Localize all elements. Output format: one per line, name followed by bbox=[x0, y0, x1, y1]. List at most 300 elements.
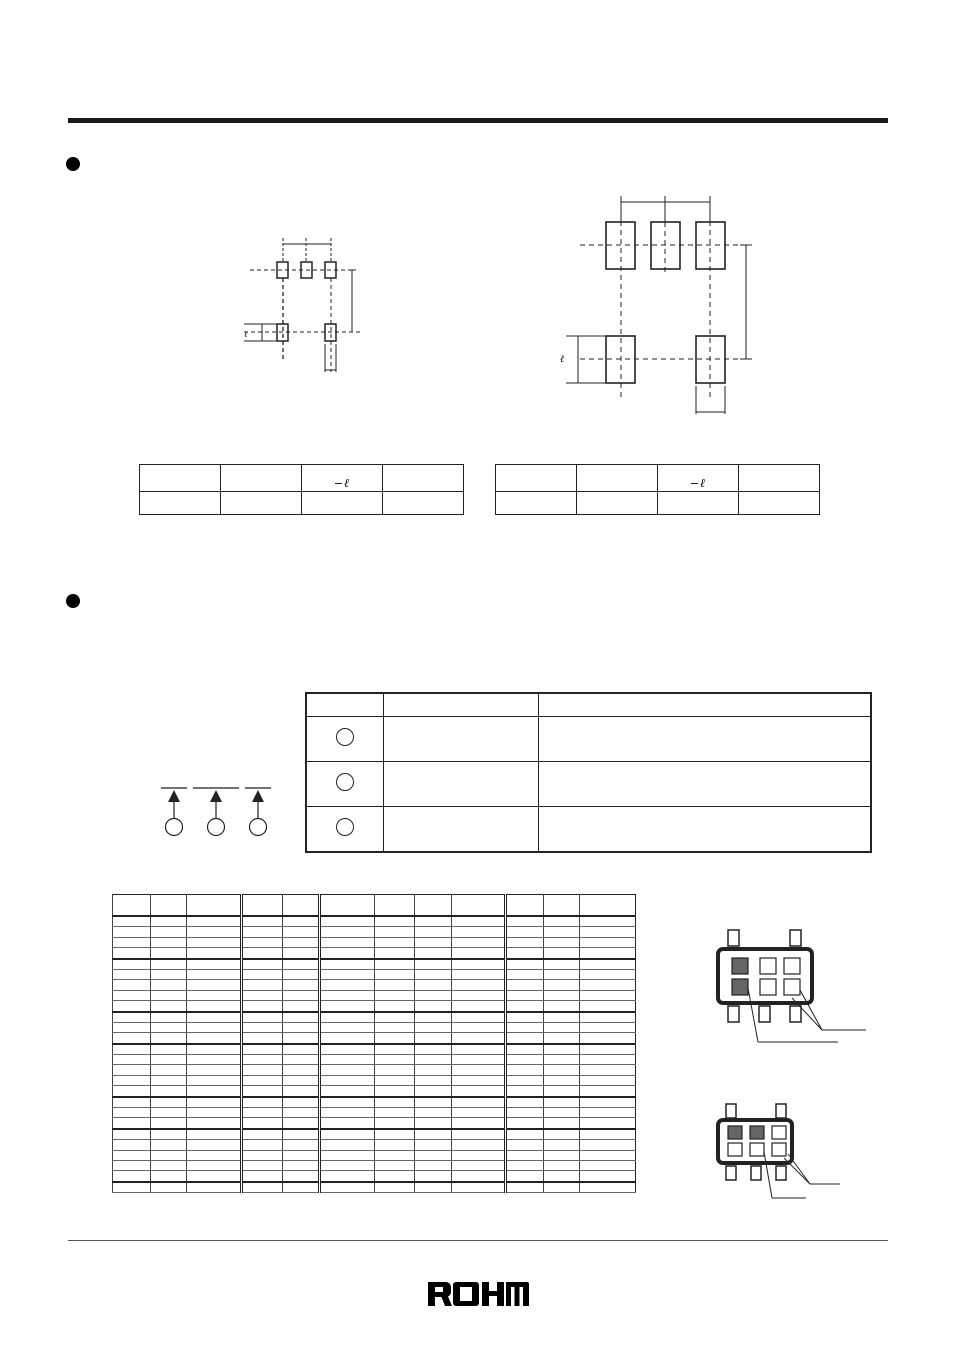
grid-cell bbox=[415, 895, 452, 917]
grid-cell bbox=[375, 1118, 415, 1129]
grid-cell bbox=[319, 1086, 375, 1097]
grid-cell bbox=[505, 895, 544, 917]
grid-cell bbox=[282, 1075, 319, 1085]
grid-cell bbox=[150, 969, 187, 979]
mark-table-circle-cell bbox=[306, 762, 384, 807]
grid-cell bbox=[187, 1044, 242, 1055]
grid-cell bbox=[415, 1055, 452, 1065]
grid-cell bbox=[242, 969, 283, 979]
grid-cell bbox=[282, 1129, 319, 1140]
grid-cell bbox=[242, 1140, 283, 1150]
grid-cell bbox=[544, 895, 580, 917]
grid-cell bbox=[375, 990, 415, 1000]
grid-cell bbox=[319, 1065, 375, 1075]
grid-cell bbox=[319, 895, 375, 917]
grid-cell bbox=[242, 1033, 283, 1044]
grid-cell bbox=[415, 1022, 452, 1032]
mark-table-cell bbox=[384, 762, 539, 807]
grid-cell bbox=[415, 990, 452, 1000]
grid-cell bbox=[505, 1022, 544, 1032]
grid-cell bbox=[150, 1044, 187, 1055]
grid-cell bbox=[319, 1033, 375, 1044]
grid-cell bbox=[544, 1097, 580, 1108]
grid-row bbox=[113, 990, 636, 1000]
grid-cell bbox=[505, 1171, 544, 1182]
grid-cell bbox=[150, 990, 187, 1000]
grid-cell bbox=[415, 1012, 452, 1023]
grid-cell bbox=[415, 1140, 452, 1150]
dim-table-right-cell bbox=[577, 492, 658, 515]
grid-cell bbox=[113, 1182, 151, 1193]
grid-cell bbox=[187, 1171, 242, 1182]
grid-cell bbox=[505, 948, 544, 959]
dim-table-right-cell bbox=[496, 492, 577, 515]
grid-cell bbox=[187, 1012, 242, 1023]
grid-cell bbox=[580, 916, 636, 927]
grid-cell bbox=[113, 1022, 151, 1032]
grid-cell bbox=[113, 1140, 151, 1150]
marking-code-arrows bbox=[155, 782, 280, 840]
grid-cell bbox=[505, 1086, 544, 1097]
grid-cell bbox=[282, 1044, 319, 1055]
grid-cell bbox=[415, 948, 452, 959]
grid-cell bbox=[187, 1108, 242, 1118]
grid-cell bbox=[242, 1001, 283, 1012]
grid-cell bbox=[544, 1055, 580, 1065]
grid-cell bbox=[187, 1075, 242, 1085]
grid-cell bbox=[505, 959, 544, 970]
grid-cell bbox=[282, 969, 319, 979]
grid-row bbox=[113, 1160, 636, 1170]
grid-cell bbox=[580, 1108, 636, 1118]
grid-cell bbox=[150, 1075, 187, 1085]
grid-cell bbox=[451, 1108, 505, 1118]
grid-cell bbox=[187, 1129, 242, 1140]
grid-cell bbox=[451, 1001, 505, 1012]
grid-cell bbox=[150, 948, 187, 959]
grid-cell bbox=[375, 1129, 415, 1140]
dim-table-right-header-4 bbox=[739, 465, 820, 492]
grid-cell bbox=[375, 948, 415, 959]
grid-cell bbox=[319, 1108, 375, 1118]
grid-cell bbox=[242, 895, 283, 917]
grid-cell bbox=[451, 990, 505, 1000]
grid-cell bbox=[113, 1075, 151, 1085]
grid-cell bbox=[282, 937, 319, 947]
grid-cell bbox=[113, 1129, 151, 1140]
grid-cell bbox=[113, 1160, 151, 1170]
grid-cell bbox=[282, 1086, 319, 1097]
grid-cell bbox=[242, 1065, 283, 1075]
grid-cell bbox=[319, 1044, 375, 1055]
grid-cell bbox=[415, 980, 452, 990]
grid-cell bbox=[319, 937, 375, 947]
grid-cell bbox=[375, 1108, 415, 1118]
footer-rule bbox=[68, 1240, 888, 1241]
dimension-table-left bbox=[139, 464, 464, 515]
grid-cell bbox=[187, 1150, 242, 1160]
grid-cell bbox=[242, 927, 283, 937]
grid-cell bbox=[544, 1075, 580, 1085]
grid-cell bbox=[451, 1118, 505, 1129]
dimension-table-right bbox=[495, 464, 820, 515]
grid-cell bbox=[113, 1108, 151, 1118]
grid-cell bbox=[451, 1022, 505, 1032]
grid-cell bbox=[544, 1129, 580, 1140]
grid-cell bbox=[580, 1097, 636, 1108]
grid-cell bbox=[451, 1012, 505, 1023]
mark-table-cell bbox=[384, 717, 539, 762]
grid-cell bbox=[505, 1012, 544, 1023]
grid-cell bbox=[505, 927, 544, 937]
grid-row bbox=[113, 927, 636, 937]
grid-cell bbox=[242, 1075, 283, 1085]
grid-row bbox=[113, 959, 636, 970]
grid-cell bbox=[113, 1171, 151, 1182]
grid-cell bbox=[415, 1118, 452, 1129]
grid-cell bbox=[150, 1097, 187, 1108]
grid-cell bbox=[282, 916, 319, 927]
grid-cell bbox=[451, 1129, 505, 1140]
grid-cell bbox=[544, 1171, 580, 1182]
grid-cell bbox=[150, 1033, 187, 1044]
grid-cell bbox=[375, 1075, 415, 1085]
grid-cell bbox=[113, 948, 151, 959]
grid-cell bbox=[282, 1118, 319, 1129]
grid-cell bbox=[505, 1129, 544, 1140]
grid-cell bbox=[544, 990, 580, 1000]
grid-cell bbox=[375, 1140, 415, 1150]
grid-cell bbox=[187, 959, 242, 970]
grid-row bbox=[113, 980, 636, 990]
grid-cell bbox=[451, 969, 505, 979]
grid-cell bbox=[415, 1075, 452, 1085]
grid-cell bbox=[544, 959, 580, 970]
grid-cell bbox=[187, 1065, 242, 1075]
grid-cell bbox=[242, 1182, 283, 1193]
grid-cell bbox=[375, 980, 415, 990]
grid-cell bbox=[150, 1182, 187, 1193]
grid-cell bbox=[150, 1129, 187, 1140]
grid-cell bbox=[150, 1055, 187, 1065]
grid-cell bbox=[415, 1160, 452, 1170]
land-pattern-diagram-small bbox=[236, 232, 366, 380]
grid-cell bbox=[580, 927, 636, 937]
grid-cell bbox=[242, 1055, 283, 1065]
mark-table-header-cell bbox=[306, 693, 384, 717]
grid-row bbox=[113, 1001, 636, 1012]
mark-table-header-cell bbox=[539, 693, 872, 717]
grid-cell bbox=[580, 990, 636, 1000]
grid-cell bbox=[505, 990, 544, 1000]
grid-cell bbox=[242, 948, 283, 959]
grid-row bbox=[113, 1182, 636, 1193]
grid-row bbox=[113, 1033, 636, 1044]
grid-cell bbox=[375, 1055, 415, 1065]
grid-cell bbox=[282, 1022, 319, 1032]
grid-cell bbox=[451, 1140, 505, 1150]
dim-table-left-cell bbox=[221, 492, 302, 515]
grid-cell bbox=[187, 1001, 242, 1012]
grid-cell bbox=[319, 1075, 375, 1085]
grid-cell bbox=[544, 1022, 580, 1032]
grid-cell bbox=[580, 969, 636, 979]
grid-cell bbox=[187, 1118, 242, 1129]
grid-cell bbox=[451, 895, 505, 917]
grid-cell bbox=[505, 937, 544, 947]
dim-table-right-cell bbox=[658, 492, 739, 515]
section-bullet-2 bbox=[66, 594, 80, 608]
grid-cell bbox=[242, 1160, 283, 1170]
grid-cell bbox=[580, 1140, 636, 1150]
grid-cell bbox=[505, 1097, 544, 1108]
grid-cell bbox=[415, 916, 452, 927]
grid-cell bbox=[375, 1012, 415, 1023]
grid-cell bbox=[282, 948, 319, 959]
grid-row bbox=[113, 1171, 636, 1182]
grid-cell bbox=[282, 895, 319, 917]
mark-table-cell bbox=[539, 807, 872, 853]
grid-cell bbox=[113, 1055, 151, 1065]
grid-cell bbox=[187, 1140, 242, 1150]
grid-cell bbox=[242, 990, 283, 1000]
grid-cell bbox=[544, 1140, 580, 1150]
grid-cell bbox=[319, 1012, 375, 1023]
grid-cell bbox=[375, 1001, 415, 1012]
grid-cell bbox=[113, 937, 151, 947]
circle-icon bbox=[336, 773, 354, 791]
grid-cell bbox=[150, 937, 187, 947]
grid-cell bbox=[544, 1033, 580, 1044]
grid-cell bbox=[187, 937, 242, 947]
grid-cell bbox=[580, 1150, 636, 1160]
grid-cell bbox=[415, 1001, 452, 1012]
grid-cell bbox=[187, 1033, 242, 1044]
grid-cell bbox=[150, 980, 187, 990]
grid-cell bbox=[375, 937, 415, 947]
mark-table-cell bbox=[384, 807, 539, 853]
grid-cell bbox=[415, 1150, 452, 1160]
grid-cell bbox=[580, 1044, 636, 1055]
package-marking-view-large bbox=[710, 926, 870, 1046]
grid-cell bbox=[375, 969, 415, 979]
grid-cell bbox=[415, 969, 452, 979]
grid-cell bbox=[451, 959, 505, 970]
grid-cell bbox=[375, 1022, 415, 1032]
grid-cell bbox=[282, 1012, 319, 1023]
mark-table-cell bbox=[539, 717, 872, 762]
grid-cell bbox=[150, 1118, 187, 1129]
dim-table-right-cell bbox=[739, 492, 820, 515]
grid-cell bbox=[319, 1150, 375, 1160]
grid-cell bbox=[451, 948, 505, 959]
grid-cell bbox=[187, 895, 242, 917]
grid-cell bbox=[150, 927, 187, 937]
grid-cell bbox=[187, 1022, 242, 1032]
grid-cell bbox=[544, 969, 580, 979]
grid-cell bbox=[580, 1001, 636, 1012]
grid-cell bbox=[580, 1012, 636, 1023]
grid-cell bbox=[580, 1022, 636, 1032]
grid-cell bbox=[113, 980, 151, 990]
grid-cell bbox=[150, 1150, 187, 1160]
grid-cell bbox=[415, 1086, 452, 1097]
grid-cell bbox=[242, 1044, 283, 1055]
header-rule bbox=[68, 118, 888, 123]
grid-cell bbox=[282, 1171, 319, 1182]
grid-cell bbox=[319, 1097, 375, 1108]
grid-cell bbox=[242, 959, 283, 970]
grid-cell bbox=[451, 1171, 505, 1182]
grid-row bbox=[113, 1140, 636, 1150]
grid-cell bbox=[187, 948, 242, 959]
grid-cell bbox=[113, 1086, 151, 1097]
grid-cell bbox=[113, 1150, 151, 1160]
grid-cell bbox=[282, 1001, 319, 1012]
grid-cell bbox=[319, 916, 375, 927]
dim-table-right-header-3 bbox=[658, 465, 739, 492]
grid-cell bbox=[544, 927, 580, 937]
grid-cell bbox=[580, 895, 636, 917]
grid-cell bbox=[375, 1044, 415, 1055]
grid-row bbox=[113, 1097, 636, 1108]
grid-cell bbox=[113, 990, 151, 1000]
grid-row bbox=[113, 1022, 636, 1032]
grid-cell bbox=[544, 1182, 580, 1193]
dim-table-left-header-3 bbox=[302, 465, 383, 492]
grid-row bbox=[113, 1055, 636, 1065]
grid-cell bbox=[451, 1065, 505, 1075]
grid-row bbox=[113, 1108, 636, 1118]
grid-row bbox=[113, 948, 636, 959]
grid-cell bbox=[580, 1171, 636, 1182]
grid-cell bbox=[415, 1097, 452, 1108]
grid-cell bbox=[282, 1150, 319, 1160]
grid-cell bbox=[415, 1129, 452, 1140]
grid-cell bbox=[544, 1065, 580, 1075]
grid-cell bbox=[505, 980, 544, 990]
grid-cell bbox=[505, 1160, 544, 1170]
grid-row bbox=[113, 1012, 636, 1023]
package-marking-view-small bbox=[710, 1100, 850, 1206]
grid-cell bbox=[451, 937, 505, 947]
section-bullet-1 bbox=[66, 157, 80, 171]
grid-cell bbox=[282, 1108, 319, 1118]
grid-cell bbox=[505, 916, 544, 927]
grid-cell bbox=[580, 1182, 636, 1193]
grid-cell bbox=[451, 1055, 505, 1065]
mark-table-circle-cell bbox=[306, 717, 384, 762]
grid-cell bbox=[505, 969, 544, 979]
dim-table-left-header-4 bbox=[383, 465, 464, 492]
grid-cell bbox=[319, 1160, 375, 1170]
grid-cell bbox=[505, 1182, 544, 1193]
grid-cell bbox=[187, 1182, 242, 1193]
grid-cell bbox=[319, 1118, 375, 1129]
dimension-label-l-small: ℓ bbox=[244, 330, 248, 339]
grid-cell bbox=[150, 1171, 187, 1182]
grid-cell bbox=[282, 927, 319, 937]
grid-cell bbox=[451, 916, 505, 927]
grid-row bbox=[113, 969, 636, 979]
grid-cell bbox=[415, 1108, 452, 1118]
marking-code-grid-table bbox=[112, 894, 636, 1193]
grid-cell bbox=[544, 1160, 580, 1170]
grid-row bbox=[113, 1129, 636, 1140]
grid-cell bbox=[544, 1012, 580, 1023]
grid-cell bbox=[375, 1160, 415, 1170]
dim-table-left-header-2 bbox=[221, 465, 302, 492]
grid-cell bbox=[319, 1171, 375, 1182]
grid-cell bbox=[580, 1118, 636, 1129]
grid-cell bbox=[319, 927, 375, 937]
grid-cell bbox=[544, 1150, 580, 1160]
grid-cell bbox=[150, 1108, 187, 1118]
grid-cell bbox=[415, 1182, 452, 1193]
grid-row bbox=[113, 1118, 636, 1129]
grid-cell bbox=[150, 1140, 187, 1150]
rohm-logo bbox=[427, 1280, 529, 1308]
grid-cell bbox=[415, 1065, 452, 1075]
grid-cell bbox=[415, 927, 452, 937]
grid-row bbox=[113, 1044, 636, 1055]
land-pattern-diagram-large bbox=[560, 192, 760, 422]
grid-cell bbox=[113, 1012, 151, 1023]
grid-cell bbox=[113, 1065, 151, 1075]
grid-row bbox=[113, 1086, 636, 1097]
grid-cell bbox=[113, 959, 151, 970]
mark-table-cell bbox=[539, 762, 872, 807]
grid-cell bbox=[505, 1118, 544, 1129]
grid-cell bbox=[242, 1022, 283, 1032]
grid-cell bbox=[375, 916, 415, 927]
grid-cell bbox=[242, 1129, 283, 1140]
grid-row bbox=[113, 1075, 636, 1085]
grid-cell bbox=[544, 916, 580, 927]
grid-cell bbox=[451, 1182, 505, 1193]
grid-cell bbox=[150, 1012, 187, 1023]
grid-cell bbox=[113, 927, 151, 937]
grid-cell bbox=[150, 1160, 187, 1170]
grid-cell bbox=[113, 1118, 151, 1129]
dim-table-left-header-1 bbox=[140, 465, 221, 492]
grid-cell bbox=[319, 959, 375, 970]
circle-icon bbox=[336, 818, 354, 836]
grid-cell bbox=[505, 1065, 544, 1075]
grid-cell bbox=[242, 937, 283, 947]
grid-cell bbox=[282, 1160, 319, 1170]
grid-cell bbox=[113, 1001, 151, 1012]
grid-cell bbox=[580, 1086, 636, 1097]
grid-cell bbox=[282, 1065, 319, 1075]
circle-icon bbox=[336, 728, 354, 746]
grid-cell bbox=[150, 916, 187, 927]
grid-cell bbox=[242, 916, 283, 927]
grid-cell bbox=[451, 1044, 505, 1055]
grid-cell bbox=[319, 990, 375, 1000]
grid-cell bbox=[187, 990, 242, 1000]
grid-cell bbox=[187, 1097, 242, 1108]
grid-cell bbox=[505, 1044, 544, 1055]
grid-cell bbox=[505, 1150, 544, 1160]
grid-cell bbox=[415, 959, 452, 970]
grid-cell bbox=[187, 969, 242, 979]
grid-cell bbox=[242, 1150, 283, 1160]
grid-cell bbox=[375, 1097, 415, 1108]
grid-cell bbox=[505, 1033, 544, 1044]
grid-cell bbox=[544, 1044, 580, 1055]
grid-header-row bbox=[113, 895, 636, 917]
